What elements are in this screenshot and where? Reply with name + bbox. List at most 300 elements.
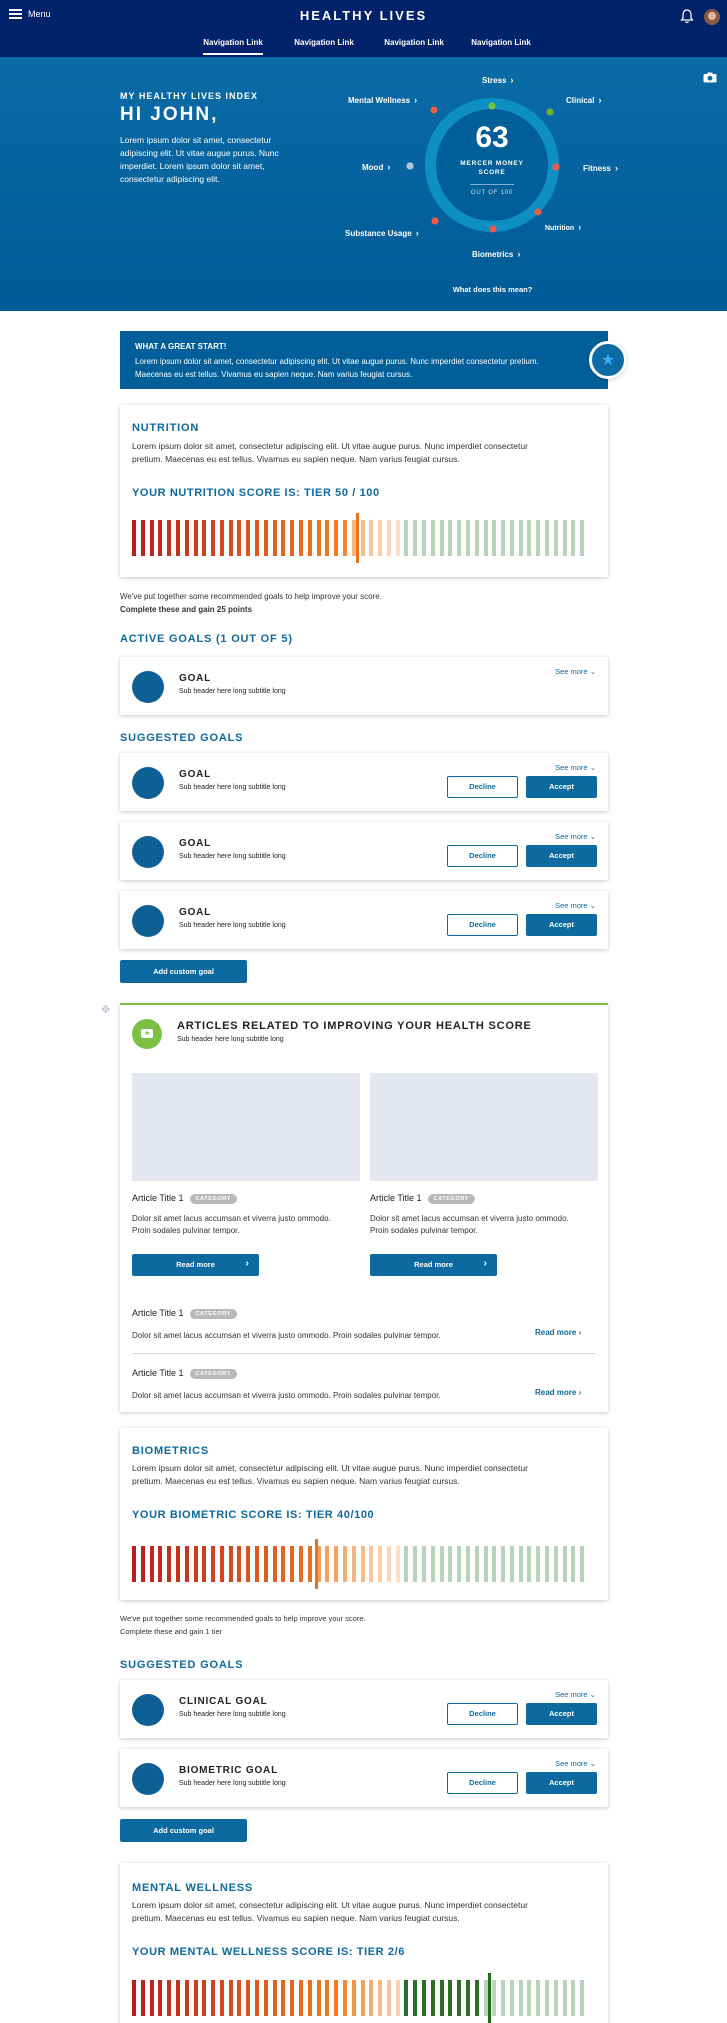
accept-button[interactable]: Accept (526, 1703, 597, 1725)
mental-wellness-card (120, 1863, 608, 2023)
score-bar-segment (554, 1980, 558, 2016)
nav-link-2[interactable]: Navigation Link (294, 38, 354, 47)
article-title[interactable]: Article Title 1 CATEGORY (370, 1193, 475, 1204)
see-more-toggle[interactable]: See more ⌄ (555, 901, 596, 910)
score-bar-segment (220, 1980, 224, 2016)
accept-button[interactable]: Accept (526, 1772, 597, 1794)
score-bar-segment (387, 520, 391, 556)
score-bar-segment (501, 520, 505, 556)
suggested-goal-card[interactable] (120, 1680, 608, 1738)
score-bar-segment (396, 1546, 400, 1582)
score-bar-segment (343, 1980, 347, 2016)
score-bar-segment (317, 1980, 321, 2016)
nav-link-3[interactable]: Navigation Link (384, 38, 444, 47)
suggested-goal-card[interactable] (120, 891, 608, 949)
score-bar-segment (202, 1980, 206, 2016)
score-bar-segment (510, 520, 514, 556)
score-bar-segment (457, 1980, 461, 2016)
decline-button[interactable]: Decline (447, 1703, 518, 1725)
chevron-down-icon: ⌄ (589, 1759, 596, 1768)
nutrition-title: NUTRITION (132, 422, 200, 434)
goal-subtitle: Sub header here long subtitle long (179, 1711, 286, 1718)
score-bar-segment (387, 1980, 391, 2016)
goal-icon (132, 836, 164, 868)
score-bar-segment (211, 1546, 215, 1582)
score-bar-segment (519, 1546, 523, 1582)
main-navigation (0, 38, 727, 57)
segment-substance-usage[interactable]: Substance Usage › (345, 228, 419, 238)
score-bar-segment (141, 520, 145, 556)
accept-button[interactable]: Accept (526, 845, 597, 867)
score-bar-segment (246, 1980, 250, 2016)
score-bar-segment (185, 520, 189, 556)
stress-dot (488, 102, 495, 109)
score-bar-segment (527, 1980, 531, 2016)
video-icon (132, 1019, 162, 1049)
biometrics-title: BIOMETRICS (132, 1445, 210, 1457)
goal-subtitle: Sub header here long subtitle long (179, 853, 286, 860)
goal-title: CLINICAL GOAL (179, 1696, 268, 1707)
score-bar-segment (237, 1980, 241, 2016)
chevron-right-icon: › (415, 228, 419, 238)
goal-subtitle: Sub header here long subtitle long (179, 784, 286, 791)
score-bar-segment (571, 1980, 575, 2016)
active-goal-card[interactable] (120, 657, 608, 715)
articles-heading: ARTICLES RELATED TO IMPROVING YOUR HEALTH SCORE (177, 1020, 532, 1032)
score-bar-segment (220, 520, 224, 556)
substance-dot (431, 217, 438, 224)
biometrics-card (120, 1428, 608, 1600)
score-bar-segment (378, 1980, 382, 2016)
score-bar-segment (431, 1980, 435, 2016)
score-marker (356, 513, 359, 563)
score-bar-segment (150, 1546, 154, 1582)
decline-button[interactable]: Decline (447, 914, 518, 936)
goal-title: GOAL (179, 907, 212, 918)
chevron-down-icon: ⌄ (589, 901, 596, 910)
star-badge (589, 341, 627, 379)
score-bar-segment (343, 520, 347, 556)
score-marker (488, 1973, 491, 2023)
score-bar-segment (492, 520, 496, 556)
brand-title: HEALTHY LIVES (299, 8, 428, 23)
score-bar-segment (545, 520, 549, 556)
nutrition-text: Lorem ipsum dolor sit amet, consectetur adipiscing elit. Ut vitae augue purus. Nunc imperdiet consectetur pretium. Maecenas eu est tellus. Vivamus eu sapien neque. Nam varius feugiat cursus. (132, 441, 528, 464)
article-title[interactable]: Article Title 1 CATEGORY (132, 1308, 237, 1319)
goal-subtitle: Sub header here long subtitle long (179, 922, 286, 929)
hero-description: Lorem ipsum dolor sit amet, consectetur adipiscing elit. Ut vitae augue purus. Nunc imperdiet. Lorem ipsum dolor sit amet, consectetur adipiscing elit. (120, 135, 279, 184)
goal-icon (132, 767, 164, 799)
score-divider (470, 184, 514, 185)
notification-bell-icon[interactable] (680, 9, 694, 24)
nutrition-goals-points: Complete these and gain 25 points (120, 605, 253, 614)
score-bar-segment (211, 520, 215, 556)
score-bar-segment (413, 1546, 417, 1582)
score-bar-segment (404, 1546, 408, 1582)
score-bar-segment (536, 1980, 540, 2016)
score-bar-segment (308, 1980, 312, 2016)
score-bar-segment (484, 520, 488, 556)
biometrics-goals-tier: Complete these and gain 1 tier (120, 1627, 223, 1636)
score-bar-segment (211, 1980, 215, 2016)
goal-title: GOAL (179, 673, 212, 684)
score-bar-segment (273, 520, 277, 556)
score-bar-segment (422, 1546, 426, 1582)
score-bar-segment (185, 1546, 189, 1582)
see-more-toggle[interactable]: See more ⌄ (555, 832, 596, 841)
score-bar-segment (536, 1546, 540, 1582)
decline-button[interactable]: Decline (447, 776, 518, 798)
suggested-goal-card[interactable] (120, 1749, 608, 1807)
score-bar-segment (167, 520, 171, 556)
mental-dot (430, 106, 437, 113)
goal-icon (132, 1694, 164, 1726)
score-bar-segment (185, 1980, 189, 2016)
hero-eyebrow: MY HEALTHY LIVES INDEX (120, 91, 259, 101)
score-bar-segment (519, 1980, 523, 2016)
score-bar-segment (255, 1980, 259, 2016)
category-badge: CATEGORY (190, 1369, 237, 1379)
score-bar-segment (571, 520, 575, 556)
score-bar-segment (563, 1546, 567, 1582)
score-bar-segment (580, 1546, 584, 1582)
score-bar-segment (361, 1546, 365, 1582)
score-bar-segment (273, 1546, 277, 1582)
score-bar-segment (466, 1980, 470, 2016)
score-bar-segment (352, 1546, 356, 1582)
divider (132, 1353, 596, 1354)
segment-biometrics[interactable]: Biometrics › (472, 249, 521, 259)
score-bar-segment (510, 1980, 514, 2016)
score-bar-segment (545, 1546, 549, 1582)
great-start-banner (120, 331, 608, 389)
add-custom-goal-button[interactable]: Add custom goal (120, 1819, 247, 1842)
score-bar-segment (237, 520, 241, 556)
accept-button[interactable]: Accept (526, 776, 597, 798)
see-more-toggle[interactable]: See more ⌄ (555, 1759, 596, 1768)
score-bar-segment (141, 1980, 145, 2016)
score-bar-segment (132, 1980, 136, 2016)
score-bar-segment (378, 520, 382, 556)
nutrition-score-bar (132, 520, 589, 556)
score-hero (0, 57, 727, 311)
score-bar-segment (290, 1980, 294, 2016)
score-bar-segment (396, 520, 400, 556)
score-bar-segment (580, 520, 584, 556)
mental-wellness-text: Lorem ipsum dolor sit amet, consectetur adipiscing elit. Ut vitae augue purus. Nunc imperdiet consectetur pretium. Maecenas eu est tellus. Vivamus eu sapien neque. Nam varius feugiat cursus. (132, 1900, 528, 1923)
chevron-down-icon: ⌄ (589, 667, 596, 676)
segment-clinical[interactable]: Clinical › (566, 95, 602, 105)
goal-title: GOAL (179, 838, 212, 849)
score-bar-segment (361, 1980, 365, 2016)
score-bar-segment (580, 1980, 584, 2016)
decline-button[interactable]: Decline (447, 845, 518, 867)
score-bar-segment (519, 520, 523, 556)
score-bar-segment (501, 1546, 505, 1582)
chevron-right-icon: › (578, 1388, 582, 1397)
score-bar-segment (158, 1546, 162, 1582)
score-bar-segment (246, 1546, 250, 1582)
score-bar-segment (281, 520, 285, 556)
score-bar-segment (290, 520, 294, 556)
drag-handle-icon[interactable]: ✥ (101, 1004, 111, 1016)
segment-nutrition[interactable]: Nutrition › (545, 222, 582, 232)
score-bar-segment (194, 1546, 198, 1582)
article-thumbnail[interactable] (132, 1073, 360, 1181)
score-bar-segment (194, 520, 198, 556)
score-bar-segment (299, 520, 303, 556)
score-bar-segment (334, 1980, 338, 2016)
score-bar-segment (334, 1546, 338, 1582)
nav-link-1[interactable]: Navigation Link (203, 38, 263, 57)
score-bar-segment (475, 1546, 479, 1582)
score-bar-segment (571, 1546, 575, 1582)
score-bar-segment (158, 520, 162, 556)
score-bar-segment (150, 520, 154, 556)
score-bar-segment (237, 1546, 241, 1582)
read-more-link[interactable]: Read more › (535, 1388, 582, 1397)
score-bar-segment (413, 520, 417, 556)
score-bar-segment (431, 520, 435, 556)
chevron-right-icon: › (510, 75, 514, 85)
biometrics-dot (489, 225, 496, 232)
score-bar-segment (202, 1546, 206, 1582)
biometrics-text: Lorem ipsum dolor sit amet, consectetur adipiscing elit. Ut vitae augue purus. Nunc imperdiet consectetur pretium. Maecenas eu est tellus. Vivamus eu sapien neque. Nam varius feugiat cursus. (132, 1463, 528, 1486)
score-bar-segment (369, 520, 373, 556)
bio-suggested-goals-heading: SUGGESTED GOALS (120, 1659, 244, 1671)
score-bar-segment (273, 1980, 277, 2016)
top-bar (0, 0, 727, 57)
score-bar-segment (413, 1980, 417, 2016)
score-bar-segment (396, 1980, 400, 2016)
add-custom-goal-button[interactable]: Add custom goal (120, 960, 247, 983)
see-more-toggle[interactable]: See more ⌄ (555, 763, 596, 772)
score-bar-segment (484, 1546, 488, 1582)
score-bar-segment (194, 1980, 198, 2016)
chevron-right-icon: › (598, 95, 602, 105)
score-bar-segment (527, 520, 531, 556)
score-bar-segment (317, 520, 321, 556)
score-bar-segment (448, 1546, 452, 1582)
goal-subtitle: Sub header here long subtitle long (179, 1780, 286, 1787)
biometrics-score-bar (132, 1546, 589, 1582)
score-bar-segment (563, 520, 567, 556)
goal-icon (132, 905, 164, 937)
read-more-button[interactable]: Read more › (132, 1254, 259, 1276)
chevron-down-icon: ⌄ (589, 1690, 596, 1699)
segment-mood[interactable]: Mood › (362, 162, 391, 172)
score-bar-segment (264, 520, 268, 556)
hero-greeting: HI JOHN, (120, 104, 219, 125)
score-bar-segment (220, 1546, 224, 1582)
score-bar-segment (281, 1546, 285, 1582)
score-bar-segment (440, 520, 444, 556)
article-summary: Dolor sit amet lacus accumsan et viverra justo ommodo. Proin sodales pulvinar tempor. (370, 1214, 569, 1235)
chevron-right-icon: › (578, 1328, 582, 1337)
score-bar-segment (299, 1980, 303, 2016)
score-bar-segment (484, 1980, 488, 2016)
score-bar-segment (255, 520, 259, 556)
suggested-goal-card[interactable] (120, 822, 608, 880)
decline-button[interactable]: Decline (447, 1772, 518, 1794)
score-bar-segment (141, 1546, 145, 1582)
score-bar-segment (475, 1980, 479, 2016)
score-bar-segment (325, 1980, 329, 2016)
goal-title: GOAL (179, 769, 212, 780)
banner-title: WHAT A GREAT START! (135, 342, 227, 351)
score-bar-segment (325, 520, 329, 556)
score-bar-segment (457, 1546, 461, 1582)
score-bar-segment (440, 1980, 444, 2016)
biometrics-goals-intro: We've put together some recommended goals to help improve your score. (120, 1614, 366, 1623)
score-bar-segment (158, 1980, 162, 2016)
mood-dot (406, 162, 413, 169)
score-bar-segment (290, 1546, 294, 1582)
article-thumbnail[interactable] (370, 1073, 598, 1181)
score-bar-segment (422, 1980, 426, 2016)
score-bar-segment (527, 1546, 531, 1582)
score-bar-segment (132, 520, 136, 556)
overall-score: 63 (475, 121, 509, 154)
nutrition-goals-intro: We've put together some recommended goals to help improve your score. (120, 592, 382, 601)
score-label: MERCER MONEY SCORE (460, 160, 524, 176)
score-bar-segment (229, 1546, 233, 1582)
score-bar-segment (466, 520, 470, 556)
score-bar-segment (246, 520, 250, 556)
goal-icon (132, 1763, 164, 1795)
see-more-toggle[interactable]: See more ⌄ (555, 1690, 596, 1699)
score-bar-segment (202, 520, 206, 556)
score-bar-segment (536, 520, 540, 556)
score-bar-segment (510, 1546, 514, 1582)
see-more-toggle[interactable]: See more ⌄ (555, 667, 596, 676)
goal-icon (132, 671, 164, 703)
user-avatar[interactable] (704, 9, 720, 25)
score-bar-segment (387, 1546, 391, 1582)
score-bar-segment (299, 1546, 303, 1582)
score-marker (315, 1539, 318, 1589)
segment-mental-wellness[interactable]: Mental Wellness › (348, 95, 418, 105)
category-badge: CATEGORY (190, 1194, 237, 1204)
score-bar-segment (554, 520, 558, 556)
score-bar-segment (404, 520, 408, 556)
chevron-right-icon: › (483, 1258, 487, 1269)
score-bar-segment (554, 1546, 558, 1582)
score-bar-segment (422, 520, 426, 556)
article-summary: Dolor sit amet lacus accumsan et viverra justo ommodo. Proin sodales pulvinar tempor. (132, 1214, 331, 1235)
mental-wellness-title: MENTAL WELLNESS (132, 1882, 253, 1894)
segment-fitness[interactable]: Fitness › (583, 163, 619, 173)
score-bar-segment (176, 520, 180, 556)
score-bar-segment (431, 1546, 435, 1582)
score-out-of: OUT OF 100 (470, 190, 514, 196)
nutrition-score-heading: YOUR NUTRITION SCORE IS: TIER 50 / 100 (132, 487, 380, 499)
goal-subtitle: Sub header here long subtitle long (179, 688, 286, 695)
mental-wellness-score-bar (132, 1980, 589, 2016)
suggested-goals-heading: SUGGESTED GOALS (120, 732, 244, 744)
score-bar-segment (448, 520, 452, 556)
read-more-button[interactable]: Read more › (370, 1254, 497, 1276)
article-title[interactable]: Article Title 1 CATEGORY (132, 1193, 237, 1204)
score-bar-segment (475, 520, 479, 556)
score-bar-segment (229, 520, 233, 556)
score-bar-segment (281, 1980, 285, 2016)
articles-subheading: Sub header here long subtitle long (177, 1036, 284, 1043)
read-more-link[interactable]: Read more › (535, 1328, 582, 1337)
score-bar-segment (150, 1980, 154, 2016)
nutrition-card (120, 405, 608, 577)
nutrition-dot (534, 208, 541, 215)
chevron-right-icon: › (414, 95, 418, 105)
menu-label: Menu (28, 9, 51, 19)
what-does-this-mean-link[interactable]: What does this mean? (452, 285, 533, 294)
score-bar-segment (492, 1546, 496, 1582)
score-bar-segment (457, 520, 461, 556)
chevron-down-icon: ⌄ (589, 763, 596, 772)
score-bar-segment (369, 1546, 373, 1582)
nav-link-4[interactable]: Navigation Link (471, 38, 531, 47)
active-goals-heading: ACTIVE GOALS (1 OUT OF 5) (120, 633, 293, 645)
chevron-right-icon: › (615, 163, 619, 173)
segment-stress[interactable]: Stress › (482, 75, 514, 85)
score-bar-segment (308, 1546, 312, 1582)
clinical-dot (546, 108, 553, 115)
category-badge: CATEGORY (428, 1194, 475, 1204)
score-bar-segment (167, 1980, 171, 2016)
chevron-right-icon: › (517, 249, 521, 259)
accept-button[interactable]: Accept (526, 914, 597, 936)
score-bar-segment (167, 1546, 171, 1582)
fitness-dot (552, 163, 559, 170)
suggested-goal-card[interactable] (120, 753, 608, 811)
score-bar-segment (176, 1980, 180, 2016)
chevron-right-icon: › (245, 1258, 249, 1269)
score-bar-segment (404, 1980, 408, 2016)
category-badge: CATEGORY (190, 1309, 237, 1319)
score-bar-segment (255, 1546, 259, 1582)
score-bar-segment (229, 1980, 233, 2016)
score-bar-segment (264, 1546, 268, 1582)
score-bar-segment (132, 1546, 136, 1582)
chevron-right-icon: › (387, 162, 391, 172)
chevron-down-icon: ⌄ (589, 832, 596, 841)
score-bar-segment (492, 1980, 496, 2016)
score-bar-segment (176, 1546, 180, 1582)
biometrics-score-heading: YOUR BIOMETRIC SCORE IS: TIER 40/100 (132, 1509, 375, 1521)
articles-card (120, 1003, 608, 1412)
score-bar-segment (563, 1980, 567, 2016)
goal-title: BIOMETRIC GOAL (179, 1765, 278, 1776)
score-bar-segment (378, 1546, 382, 1582)
banner-text: Lorem ipsum dolor sit amet, consectetur adipiscing elit. Ut vitae augue purus. Nunc imperdiet consectetur pretium. Maecenas eu est tellus. Vivamus eu sapien neque. Nam varius feugiat cursus. (135, 357, 539, 379)
score-bar-segment (308, 520, 312, 556)
score-bar-segment (334, 520, 338, 556)
score-bar-segment (325, 1546, 329, 1582)
score-bar-segment (440, 1546, 444, 1582)
score-bar-segment (361, 520, 365, 556)
chevron-right-icon: › (578, 222, 582, 232)
score-bar-segment (466, 1546, 470, 1582)
score-bar-segment (369, 1980, 373, 2016)
score-bar-segment (448, 1980, 452, 2016)
score-bar-segment (545, 1980, 549, 2016)
star-icon: ★ (600, 352, 616, 369)
score-bar-segment (501, 1980, 505, 2016)
article-title[interactable]: Article Title 1 CATEGORY (132, 1368, 237, 1379)
article-summary: Dolor sit amet lacus accumsan et viverra justo ommodo. Proin sodales pulvinar tempor. (132, 1331, 441, 1340)
score-bar-segment (352, 1980, 356, 2016)
score-bar-segment (343, 1546, 347, 1582)
